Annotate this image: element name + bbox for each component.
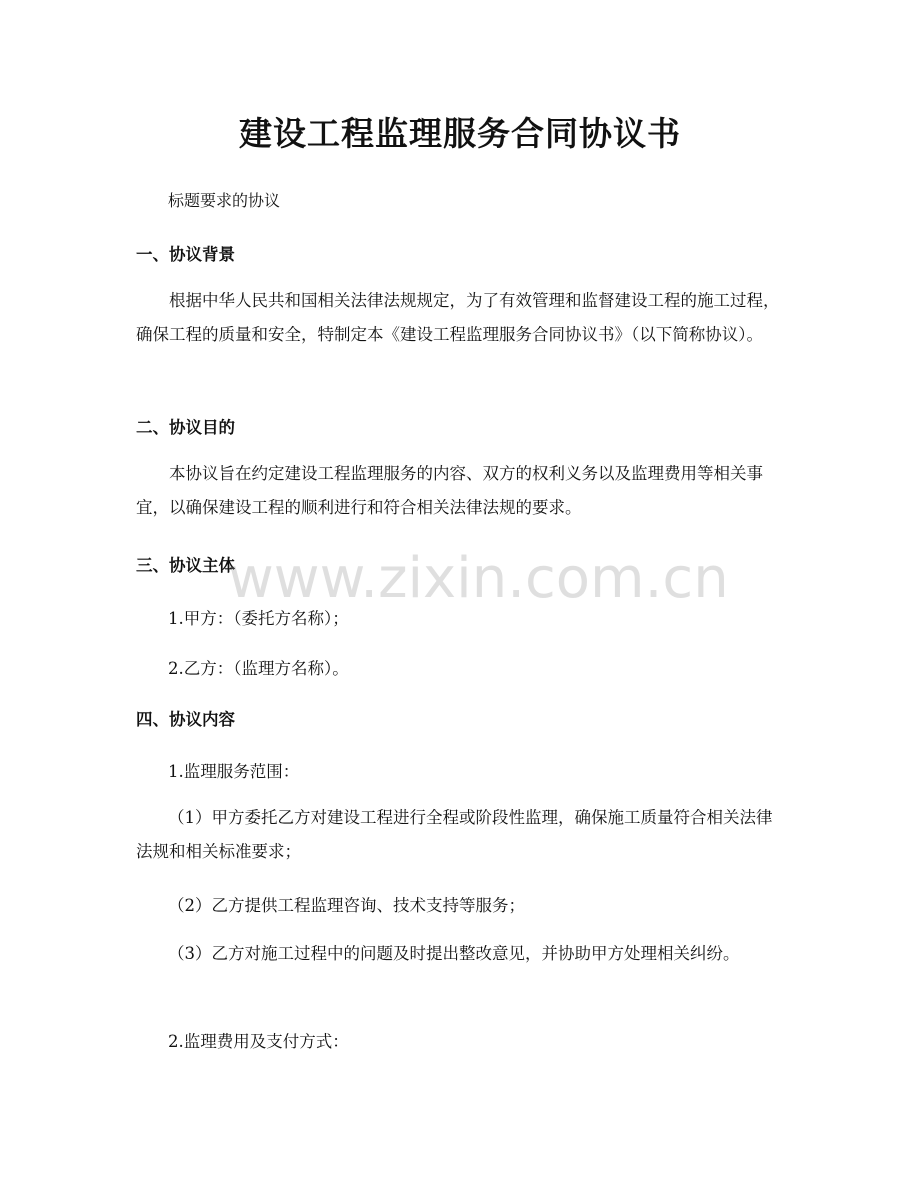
section-heading-parties: 三、协议主体 [136, 556, 235, 575]
section-heading-content: 四、协议内容 [136, 710, 235, 729]
document-title: 建设工程监理服务合同协议书 [239, 114, 681, 153]
content-item-fees: 2.监理费用及支付方式： [168, 1032, 349, 1051]
party-a-line: 1.甲方：（委托方名称）； [168, 609, 349, 628]
section-heading-purpose: 二、协议目的 [136, 418, 235, 437]
section-paragraph-purpose: 本协议旨在约定建设工程监理服务的内容、双方的权利义务以及监理费用等相关事宜，以确保建设工程的顺利进行和符合相关法律法规的要求。 [136, 464, 763, 517]
content-item-3: （3）乙方对施工过程中的问题及时提出整改意见，并协助甲方处理相关纠纷。 [168, 944, 740, 963]
party-b-line: 2.乙方：（监理方名称）。 [168, 659, 349, 678]
document-subtitle: 标题要求的协议 [168, 191, 281, 210]
section-paragraph-background: 根据中华人民共和国相关法律法规规定，为了有效管理和监督建设工程的施工过程，确保工程的质量和安全，特制定本《建设工程监理服务合同协议书》（以下简称协议）。 [136, 291, 780, 344]
watermark: www.zixin.com.cn [228, 546, 729, 611]
content-item-1: （1）甲方委托乙方对建设工程进行全程或阶段性监理，确保施工质量符合相关法律法规和相关标准要求； [136, 808, 773, 861]
content-item-scope: 1.监理服务范围： [168, 762, 300, 781]
content-item-2: （2）乙方提供工程监理咨询、技术支持等服务； [168, 896, 525, 915]
section-heading-background: 一、协议背景 [136, 245, 235, 264]
